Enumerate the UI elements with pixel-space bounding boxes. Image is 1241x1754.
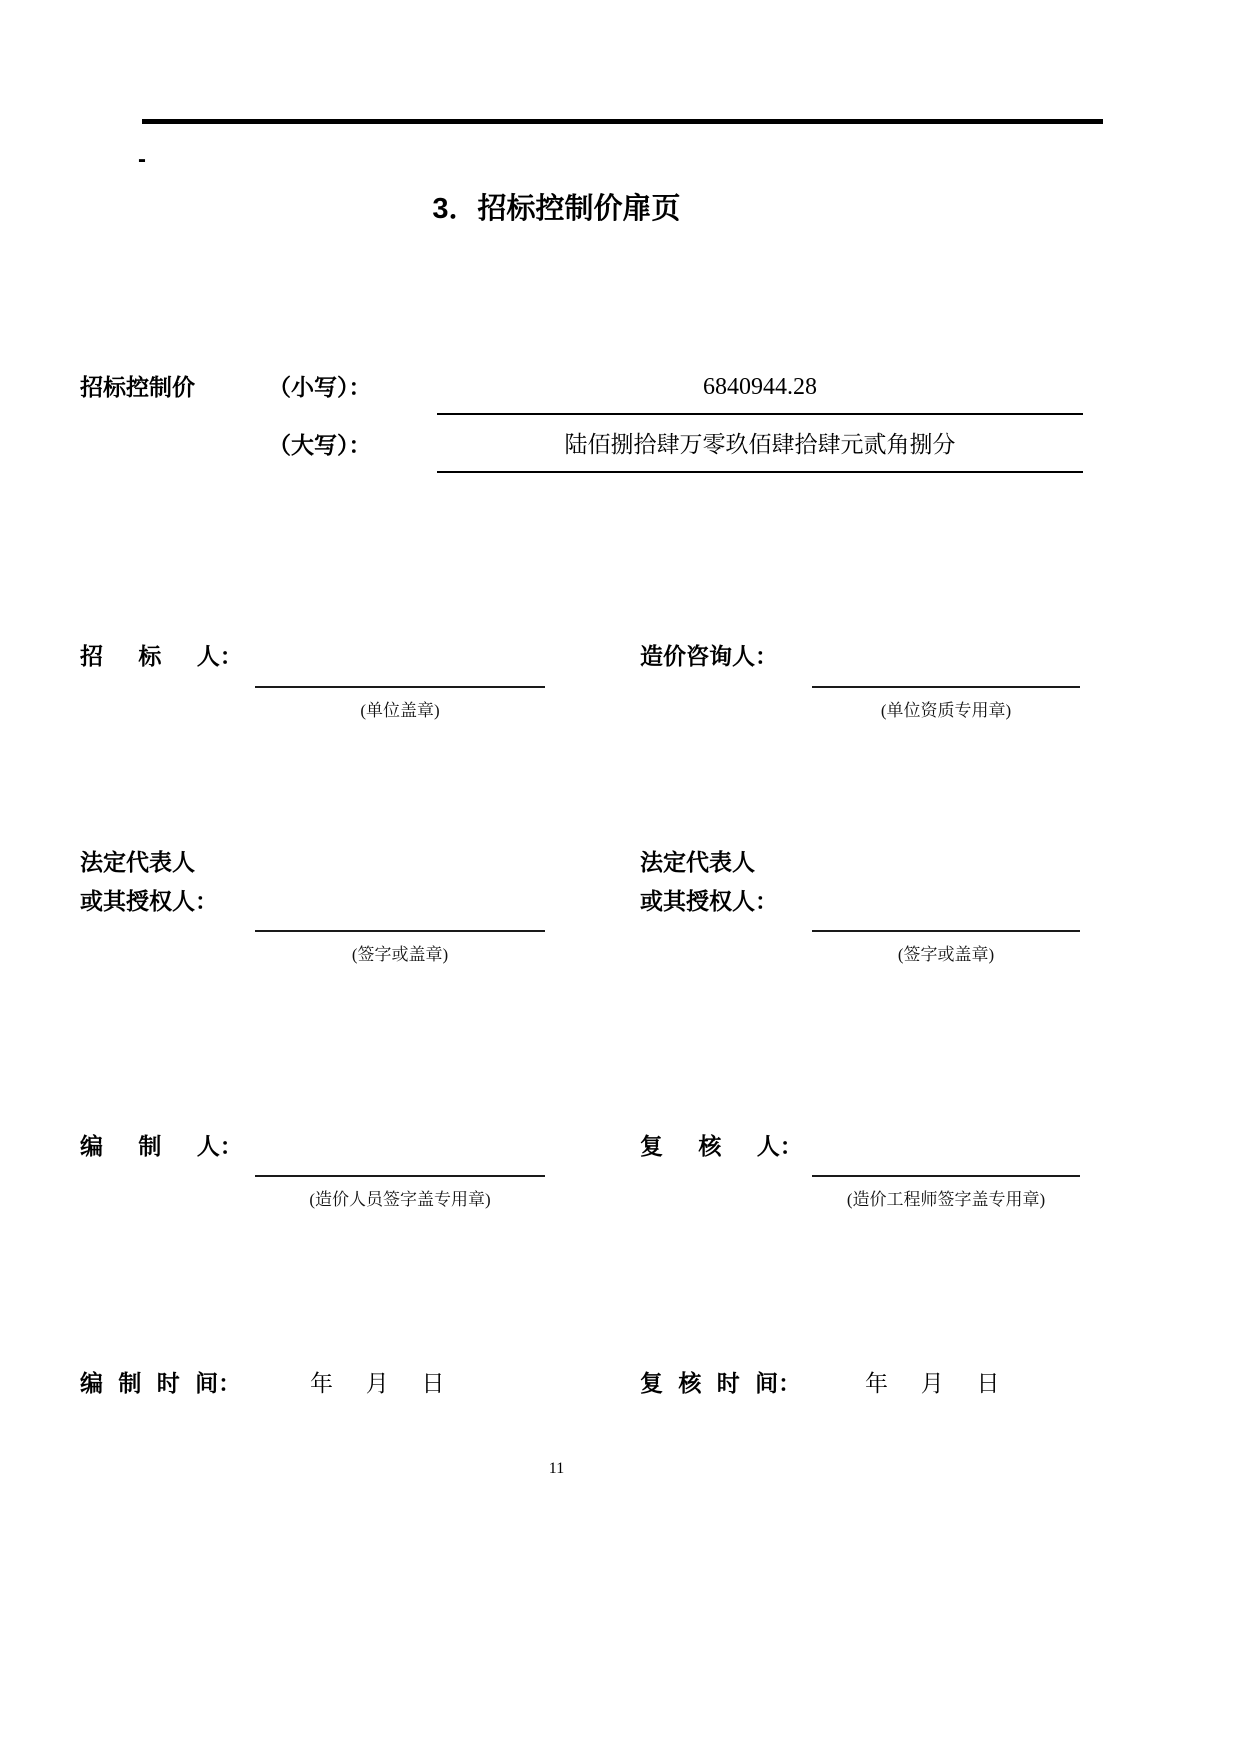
preparer-sign-note: (造价人员签字盖专用章)	[309, 1190, 491, 1209]
review-date-placeholder: 年 月 日	[865, 1371, 1000, 1396]
price-uppercase-label: （大写）：	[268, 432, 372, 458]
consultant-signature-line	[812, 686, 1080, 688]
price-lowercase-field	[437, 365, 1083, 415]
consultant-stamp-note: (单位资质专用章)	[880, 701, 1012, 720]
header-rule	[142, 119, 1103, 124]
legal-rep-left-signature-line	[255, 930, 545, 932]
reviewer-label: 复 核 人：	[640, 1133, 803, 1159]
tenderer-signature-line	[255, 686, 545, 688]
price-uppercase-value: 陆佰捌拾肆万零玖佰肆拾肆元贰角捌分	[564, 432, 956, 457]
reviewer-sign-note: (造价工程师签字盖专用章)	[846, 1190, 1046, 1209]
tenderer-label: 招 标 人：	[80, 643, 243, 669]
prepare-time-label: 编 制 时 间：	[80, 1370, 242, 1396]
consultant-label: 造价咨询人：	[640, 643, 778, 669]
price-lowercase-value: 6840944.28	[703, 374, 817, 400]
legal-rep-right-label	[640, 843, 778, 921]
price-lowercase-label: （小写）：	[268, 374, 372, 400]
legal-rep-left-label	[80, 843, 218, 921]
legal-rep-left-sign-note: (签字或盖章)	[351, 945, 449, 964]
legal-rep-left-line1: 法定代表人	[80, 849, 195, 875]
legal-rep-right-sign-note: (签字或盖章)	[897, 945, 995, 964]
reviewer-signature-line	[812, 1175, 1080, 1177]
page-title: 3．招标控制价扉页	[432, 193, 681, 225]
page-number: 11	[548, 1460, 565, 1477]
price-label: 招标控制价	[80, 374, 195, 400]
legal-rep-right-line2: 或其授权人：	[640, 888, 778, 914]
legal-rep-right-line1: 法定代表人	[640, 849, 755, 875]
price-uppercase-field	[437, 423, 1083, 473]
preparer-label: 编 制 人：	[80, 1133, 243, 1159]
review-time-label: 复 核 时 间：	[640, 1370, 802, 1396]
dash-mark: -	[138, 146, 146, 173]
preparer-signature-line	[255, 1175, 545, 1177]
tenderer-stamp-note: (单位盖章)	[360, 701, 440, 720]
legal-rep-right-signature-line	[812, 930, 1080, 932]
legal-rep-left-line2: 或其授权人：	[80, 888, 218, 914]
prepare-date-placeholder: 年 月 日	[310, 1371, 445, 1396]
